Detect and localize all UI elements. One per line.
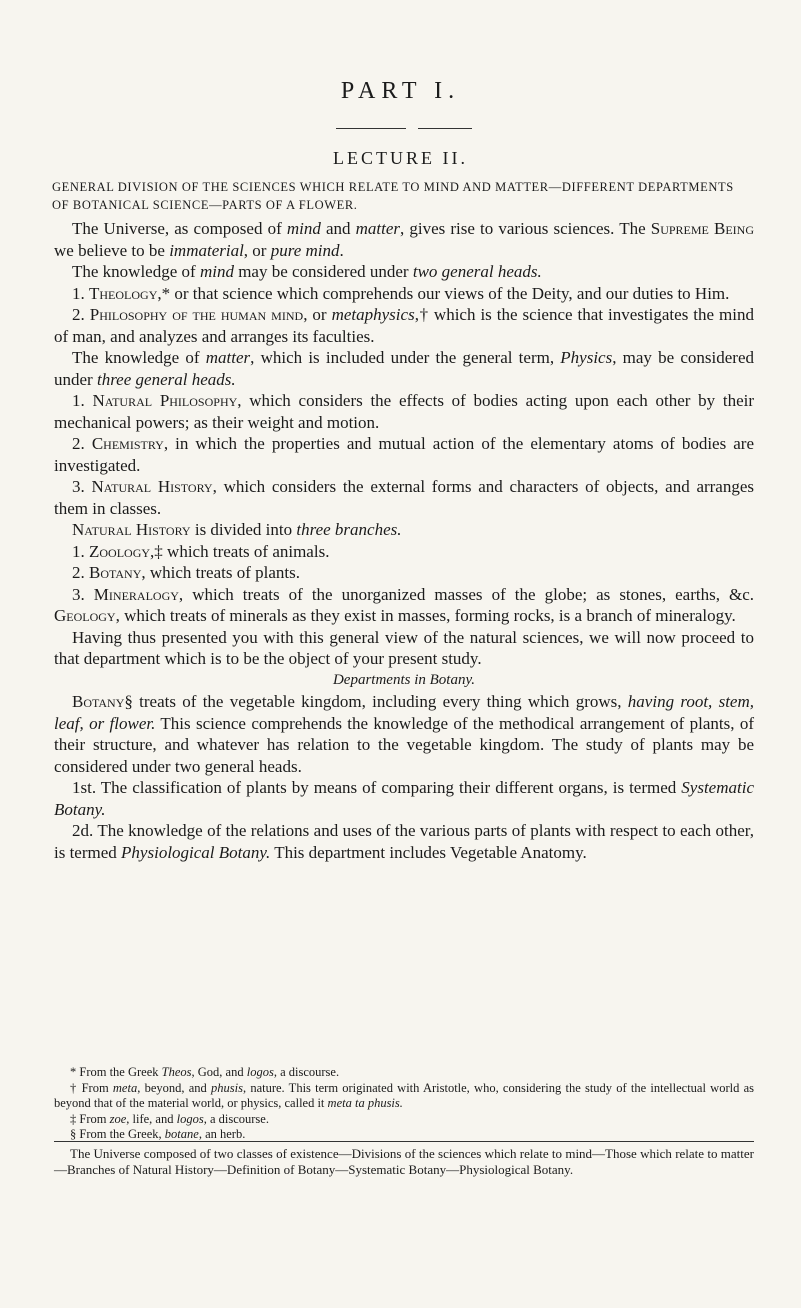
body-paragraph: The Universe, as composed of mind and matter, gives rise to various sciences. The Supreme Being we believe to be immaterial, or pure mind. [54,219,754,260]
body-paragraph: 1. Natural Philosophy, which considers the effects of bodies acting upon each other by their mechanical powers; as their weight and motion. [54,391,755,432]
lecture-body [54,218,754,863]
title-rule-right [418,128,472,129]
section-heading: Departments in Botany. [332,671,476,688]
footnote: ‡ From zoe, life, and logos, a discourse. [70,1111,269,1126]
footnotes [54,1065,754,1143]
body-paragraph: 1st. The classification of plants by means of comparing their different organs, is termed Systematic Botany. [54,778,754,819]
lecture-title: LECTURE II. [333,148,468,168]
body-paragraph: 3. Mineralogy, which treats of the unorganized masses of the globe; as stones, earths, &c. Geology, which treats of minerals as they exist in masses, forming rocks, is a branch of mineralogy. [54,584,755,625]
part-title: PART I. [340,78,461,104]
body-paragraph: The knowledge of matter, which is included under the general term, Physics, may be considered under three general heads. [54,348,754,389]
chapter-contents [54,1146,754,1178]
body-paragraph: 1. Zoology,‡ which treats of animals. [72,541,330,561]
body-paragraph: Botany§ treats of the vegetable kingdom, including every thing which grows, having root, stem, leaf, or flower. This science comprehends the knowledge of the methodical arrangement of plants, of their structure, and whatever has relation to the vegetable kingdom. The study of plants may be considered under two general heads. [54,692,754,776]
body-paragraph: 2. Chemistry, in which the properties and mutual action of the elementary atoms of bodies are investigated. [54,434,755,475]
footnote: † From meta, beyond, and phusis, nature. This term originated with Aristotle, who, considering the study of the intellectual world as beyond that of the material world, or physics, called it meta ta phusis. [54,1080,754,1110]
body-paragraph: 2. Botany, which treats of plants. [72,563,301,582]
footnote-rule [54,1141,754,1142]
body-paragraph: 2. Philosophy of the human mind, or metaphysics,† which is the science that investigates the mind of man, and analyzes and arranges its faculties. [54,305,755,346]
footnote: * From the Greek Theos, God, and logos, a discourse. [70,1065,340,1079]
body-paragraph: 3. Natural History, which considers the external forms and characters of objects, and arranges them in classes. [54,477,755,518]
lecture-summary: GENERAL DIVISION OF THE SCIENCES WHICH RELATE TO MIND AND MATTER—DIFFERENT DEPARTMENTS OF BOTANICAL SCIENCE—PARTS OF A FLOWER. [52,180,734,212]
body-paragraph: 1. Theology,* or that science which comprehends our views of the Deity, and our duties to Him. [72,283,730,303]
body-paragraph: Having thus presented you with this general view of the natural sciences, we will now proceed to that department which is to be the object of your present study. [54,627,754,668]
footnote: § From the Greek, botane, an herb. [70,1127,246,1141]
contents-text: The Universe composed of two classes of existence—Divisions of the sciences which relate to mind—Those which relate to matter—Branches of Natural History—Definition of Botany—Systematic Botany—Physiological Botany. [54,1146,754,1177]
title-rule-left [336,128,406,129]
body-paragraph: Natural History is divided into three branches. [72,520,402,539]
body-paragraph: The knowledge of mind may be considered under two general heads. [72,262,542,281]
body-paragraph: 2d. The knowledge of the relations and uses of the various parts of plants with respect to each other, is termed Physiological Botany. This department includes Vegetable Anatomy. [54,821,754,862]
